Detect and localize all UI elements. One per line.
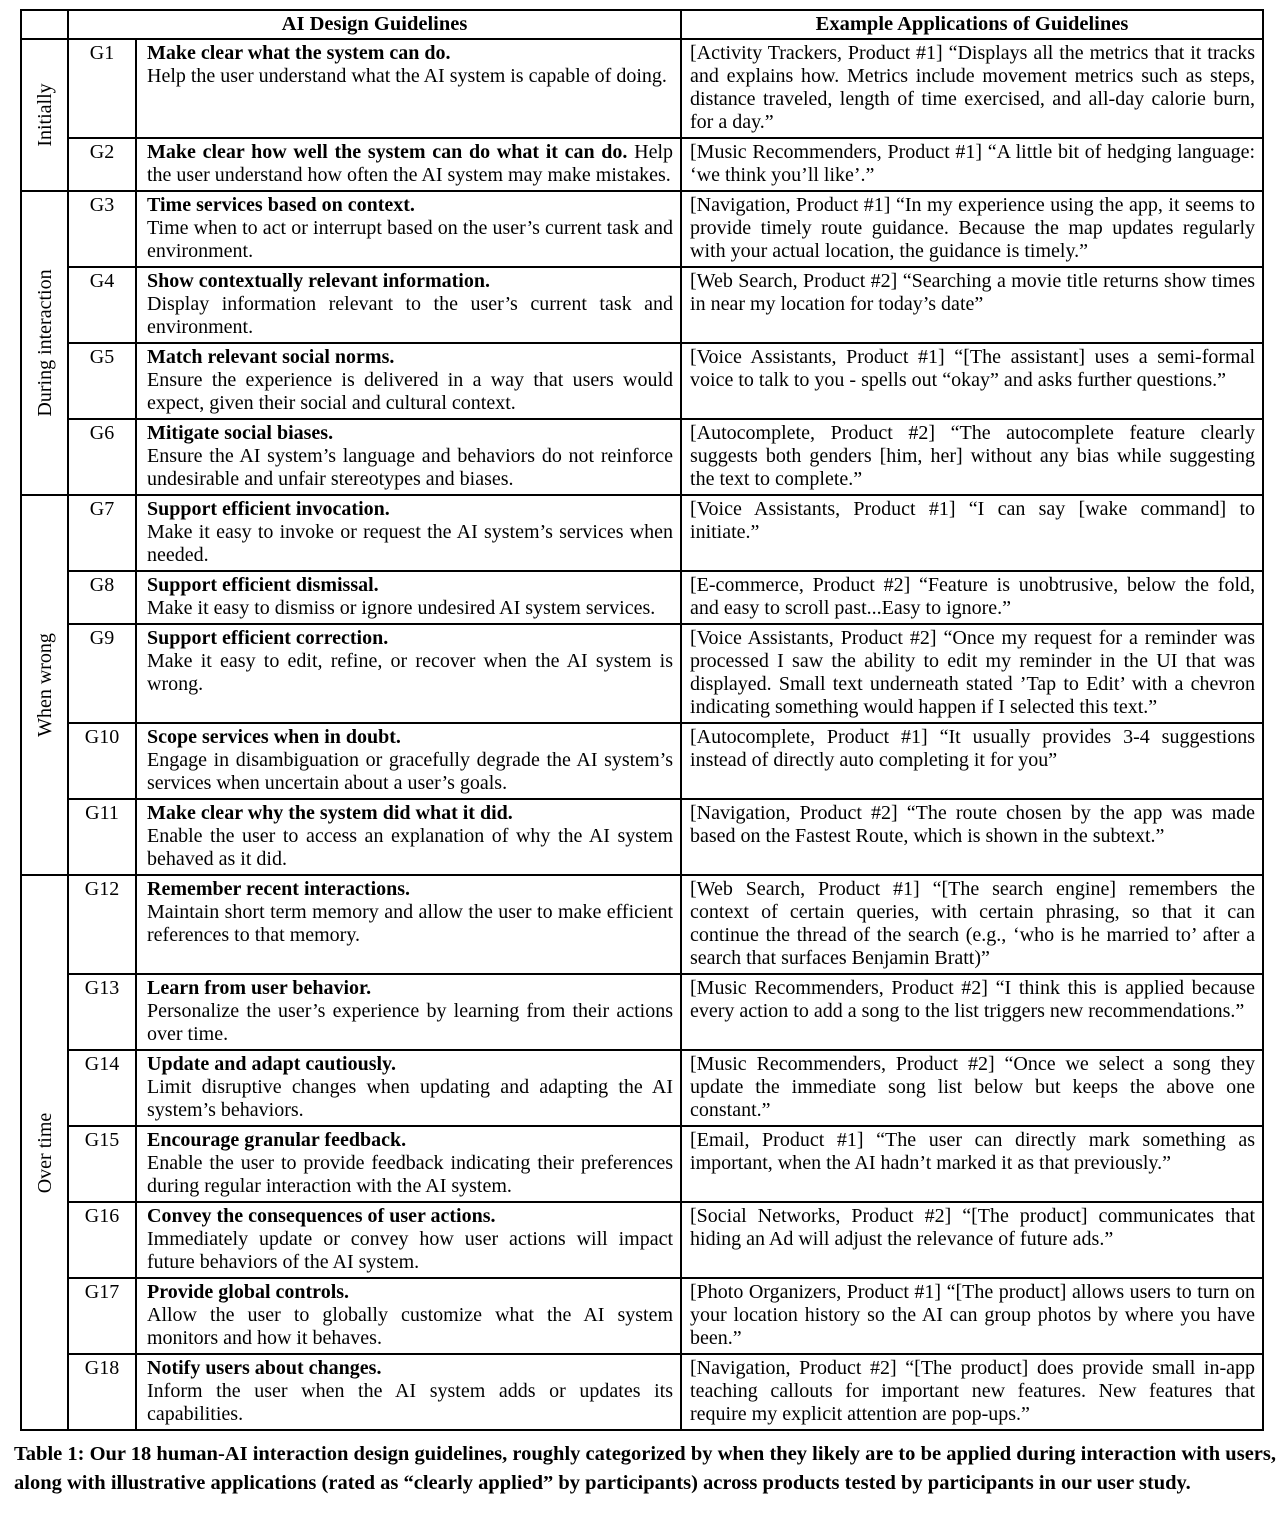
guideline-id: G3	[68, 191, 136, 267]
example-text: [Music Recommenders, Product #1] “A little bit of hedging language: ‘we think you’ll like’.”	[681, 138, 1263, 191]
guideline-text	[136, 1126, 681, 1202]
guideline-description: Personalize the user’s experience by learning from their actions over time.	[147, 1000, 674, 1045]
guideline-text	[136, 723, 681, 799]
guideline-title: Scope services when in doubt.	[147, 726, 401, 748]
guideline-row	[21, 571, 1263, 624]
guideline-description: Engage in disambiguation or gracefully degrade the AI system’s services when uncertain about a user’s goals.	[147, 749, 674, 794]
guideline-id: G1	[68, 39, 136, 138]
example-text: [Autocomplete, Product #1] “It usually provides 3-4 suggestions instead of directly auto completing it for you”	[681, 723, 1263, 799]
header-guidelines-column: AI Design Guidelines	[68, 10, 681, 39]
example-text: [Navigation, Product #1] “In my experience using the app, it seems to provide timely route guidance. Because the map updates regularly with your actual location, the guidance is timely.”	[681, 191, 1263, 267]
guideline-row	[21, 1126, 1263, 1202]
guideline-row	[21, 799, 1263, 875]
guideline-description: Ensure the AI system’s language and behaviors do not reinforce undesirable and unfair stereotypes and biases.	[147, 445, 674, 490]
guideline-id: G9	[68, 624, 136, 723]
guideline-row	[21, 974, 1263, 1050]
guideline-title: Time services based on context.	[147, 194, 415, 216]
header-empty-cell	[21, 10, 68, 39]
example-text: [Music Recommenders, Product #2] “Once we select a song they update the immediate song list below but keeps the above one constant.”	[681, 1050, 1263, 1126]
guideline-text	[136, 1354, 681, 1430]
guideline-row	[21, 267, 1263, 343]
guideline-text	[136, 343, 681, 419]
guideline-row	[21, 723, 1263, 799]
guideline-title: Convey the consequences of user actions.	[147, 1205, 496, 1227]
guideline-title: Encourage granular feedback.	[147, 1129, 407, 1151]
guideline-text	[136, 495, 681, 571]
guideline-id: G10	[68, 723, 136, 799]
guideline-row	[21, 875, 1263, 974]
example-text: [Voice Assistants, Product #2] “Once my request for a reminder was processed I saw the ability to edit my reminder in the UI that was displayed. Small text underneath stated ’Tap to Edit’ with a chevron indicating something would happen if I selected this text.”	[681, 624, 1263, 723]
category-label: When wrong	[33, 633, 56, 737]
guideline-text	[136, 875, 681, 974]
guidelines-table	[20, 9, 1264, 1431]
category-cell	[21, 875, 68, 1430]
guideline-id: G6	[68, 419, 136, 495]
example-text: [Autocomplete, Product #2] “The autocomplete feature clearly suggests both genders [him, her] without any bias while suggesting the text to complete.”	[681, 419, 1263, 495]
guideline-row	[21, 191, 1263, 267]
guideline-title: Match relevant social norms.	[147, 346, 395, 368]
category-cell	[21, 495, 68, 875]
guideline-id: G14	[68, 1050, 136, 1126]
guideline-description: Enable the user to provide feedback indicating their preferences during regular interaction with the AI system.	[147, 1152, 674, 1197]
table-caption: Table 1: Our 18 human-AI interaction design guidelines, roughly categorized by when they likely are to be applied during interaction with users, along with illustrative applications (rated as “clearly applied” by participants) across products tested by participants in our user study.	[14, 1443, 1276, 1494]
guideline-description: Immediately update or convey how user actions will impact future behaviors of the AI system.	[147, 1228, 674, 1273]
guideline-row	[21, 624, 1263, 723]
category-label: Over time	[33, 1112, 56, 1193]
guideline-row	[21, 343, 1263, 419]
guideline-id: G16	[68, 1202, 136, 1278]
guideline-row	[21, 138, 1263, 191]
guideline-description: Help the user understand what the AI system is capable of doing.	[147, 65, 667, 87]
guideline-id: G18	[68, 1354, 136, 1430]
guideline-description: Ensure the experience is delivered in a way that users would expect, given their social and cultural context.	[147, 369, 674, 414]
guideline-id: G5	[68, 343, 136, 419]
table-header-row	[21, 10, 1263, 39]
guideline-title: Update and adapt cautiously.	[147, 1053, 396, 1075]
guideline-id: G8	[68, 571, 136, 624]
guideline-description: Make it easy to edit, refine, or recover when the AI system is wrong.	[147, 650, 674, 695]
guidelines-table-body	[21, 39, 1263, 1430]
guideline-description: Allow the user to globally customize what the AI system monitors and how it behaves.	[147, 1304, 674, 1349]
example-text: [Voice Assistants, Product #1] “I can say [wake command] to initiate.”	[681, 495, 1263, 571]
guideline-id: G13	[68, 974, 136, 1050]
guideline-row	[21, 495, 1263, 571]
example-text: [Navigation, Product #2] “The route chosen by the app was made based on the Fastest Route, which is shown in the subtext.”	[681, 799, 1263, 875]
guideline-text	[136, 419, 681, 495]
guideline-id: G15	[68, 1126, 136, 1202]
example-text: [Photo Organizers, Product #1] “[The product] allows users to turn on your location history so the AI can group photos by where you have been.”	[681, 1278, 1263, 1354]
guideline-title: Make clear what the system can do.	[147, 42, 451, 64]
guideline-row	[21, 39, 1263, 138]
guideline-id: G17	[68, 1278, 136, 1354]
example-text: [E-commerce, Product #2] “Feature is unobtrusive, below the fold, and easy to scroll past...Easy to ignore.”	[681, 571, 1263, 624]
guideline-description: Help the user understand how often the AI system may make mistakes.	[147, 141, 674, 186]
guideline-title: Show contextually relevant information.	[147, 270, 490, 292]
example-text: [Email, Product #1] “The user can directly mark something as important, when the AI hadn’t marked it as that previously.”	[681, 1126, 1263, 1202]
guideline-text	[136, 624, 681, 723]
guideline-description: Inform the user when the AI system adds or updates its capabilities.	[147, 1380, 674, 1425]
guideline-row	[21, 1050, 1263, 1126]
guideline-title: Notify users about changes.	[147, 1357, 382, 1379]
guideline-text	[136, 39, 681, 138]
category-cell	[21, 191, 68, 495]
example-text: [Web Search, Product #2] “Searching a movie title returns show times in near my location for today’s date”	[681, 267, 1263, 343]
guideline-text	[136, 191, 681, 267]
category-cell	[21, 39, 68, 191]
guideline-id: G4	[68, 267, 136, 343]
guideline-text	[136, 974, 681, 1050]
example-text: [Music Recommenders, Product #2] “I think this is applied because every action to add a song to the list triggers new recommendations.”	[681, 974, 1263, 1050]
example-text: [Navigation, Product #2] “[The product] does provide small in-app teaching callouts for important new features. New features that require my explicit attention are pop-ups.”	[681, 1354, 1263, 1430]
guideline-id: G2	[68, 138, 136, 191]
guideline-text	[136, 138, 681, 191]
guideline-title: Make clear how well the system can do what it can do.	[147, 141, 628, 163]
guideline-row	[21, 419, 1263, 495]
guideline-description: Display information relevant to the user’s current task and environment.	[147, 293, 674, 338]
guideline-row	[21, 1278, 1263, 1354]
example-text: [Web Search, Product #1] “[The search engine] remembers the context of certain queries, with certain phrasing, so that it can continue the thread of the search (e.g., ‘who is he married to’ after a search that surfaces Benjamin Bratt)”	[681, 875, 1263, 974]
guideline-description: Make it easy to dismiss or ignore undesired AI system services.	[147, 597, 656, 619]
category-label: During interaction	[33, 269, 56, 417]
guideline-description: Enable the user to access an explanation of why the AI system behaved as it did.	[147, 825, 674, 870]
guideline-id: G12	[68, 875, 136, 974]
guideline-text	[136, 267, 681, 343]
guideline-id: G7	[68, 495, 136, 571]
guideline-text	[136, 799, 681, 875]
guideline-title: Remember recent interactions.	[147, 878, 411, 900]
guideline-row	[21, 1354, 1263, 1430]
guideline-text	[136, 1202, 681, 1278]
guideline-title: Mitigate social biases.	[147, 422, 334, 444]
guideline-title: Provide global controls.	[147, 1281, 350, 1303]
guideline-text	[136, 1050, 681, 1126]
category-label: Initially	[33, 83, 56, 147]
guideline-text	[136, 571, 681, 624]
header-examples-column: Example Applications of Guidelines	[681, 10, 1263, 39]
guideline-description: Maintain short term memory and allow the user to make efficient references to that memory.	[147, 901, 674, 946]
guideline-description: Limit disruptive changes when updating and adapting the AI system’s behaviors.	[147, 1076, 674, 1121]
guideline-description: Time when to act or interrupt based on the user’s current task and environment.	[147, 217, 674, 262]
guideline-title: Support efficient correction.	[147, 627, 389, 649]
example-text: [Voice Assistants, Product #1] “[The assistant] uses a semi-formal voice to talk to you - spells out “okay” and asks further questions.”	[681, 343, 1263, 419]
guideline-title: Learn from user behavior.	[147, 977, 372, 999]
example-text: [Social Networks, Product #2] “[The product] communicates that hiding an Ad will adjust the relevance of future ads.”	[681, 1202, 1263, 1278]
example-text: [Activity Trackers, Product #1] “Displays all the metrics that it tracks and explains how. Metrics include movement metrics such as steps, distance traveled, length of time exercised, and all-day calorie burn, for a day.”	[681, 39, 1263, 138]
guideline-title: Make clear why the system did what it did.	[147, 802, 513, 824]
guideline-description: Make it easy to invoke or request the AI system’s services when needed.	[147, 521, 674, 566]
guideline-title: Support efficient dismissal.	[147, 574, 379, 596]
guideline-row	[21, 1202, 1263, 1278]
guideline-text	[136, 1278, 681, 1354]
guideline-title: Support efficient invocation.	[147, 498, 390, 520]
guideline-id: G11	[68, 799, 136, 875]
